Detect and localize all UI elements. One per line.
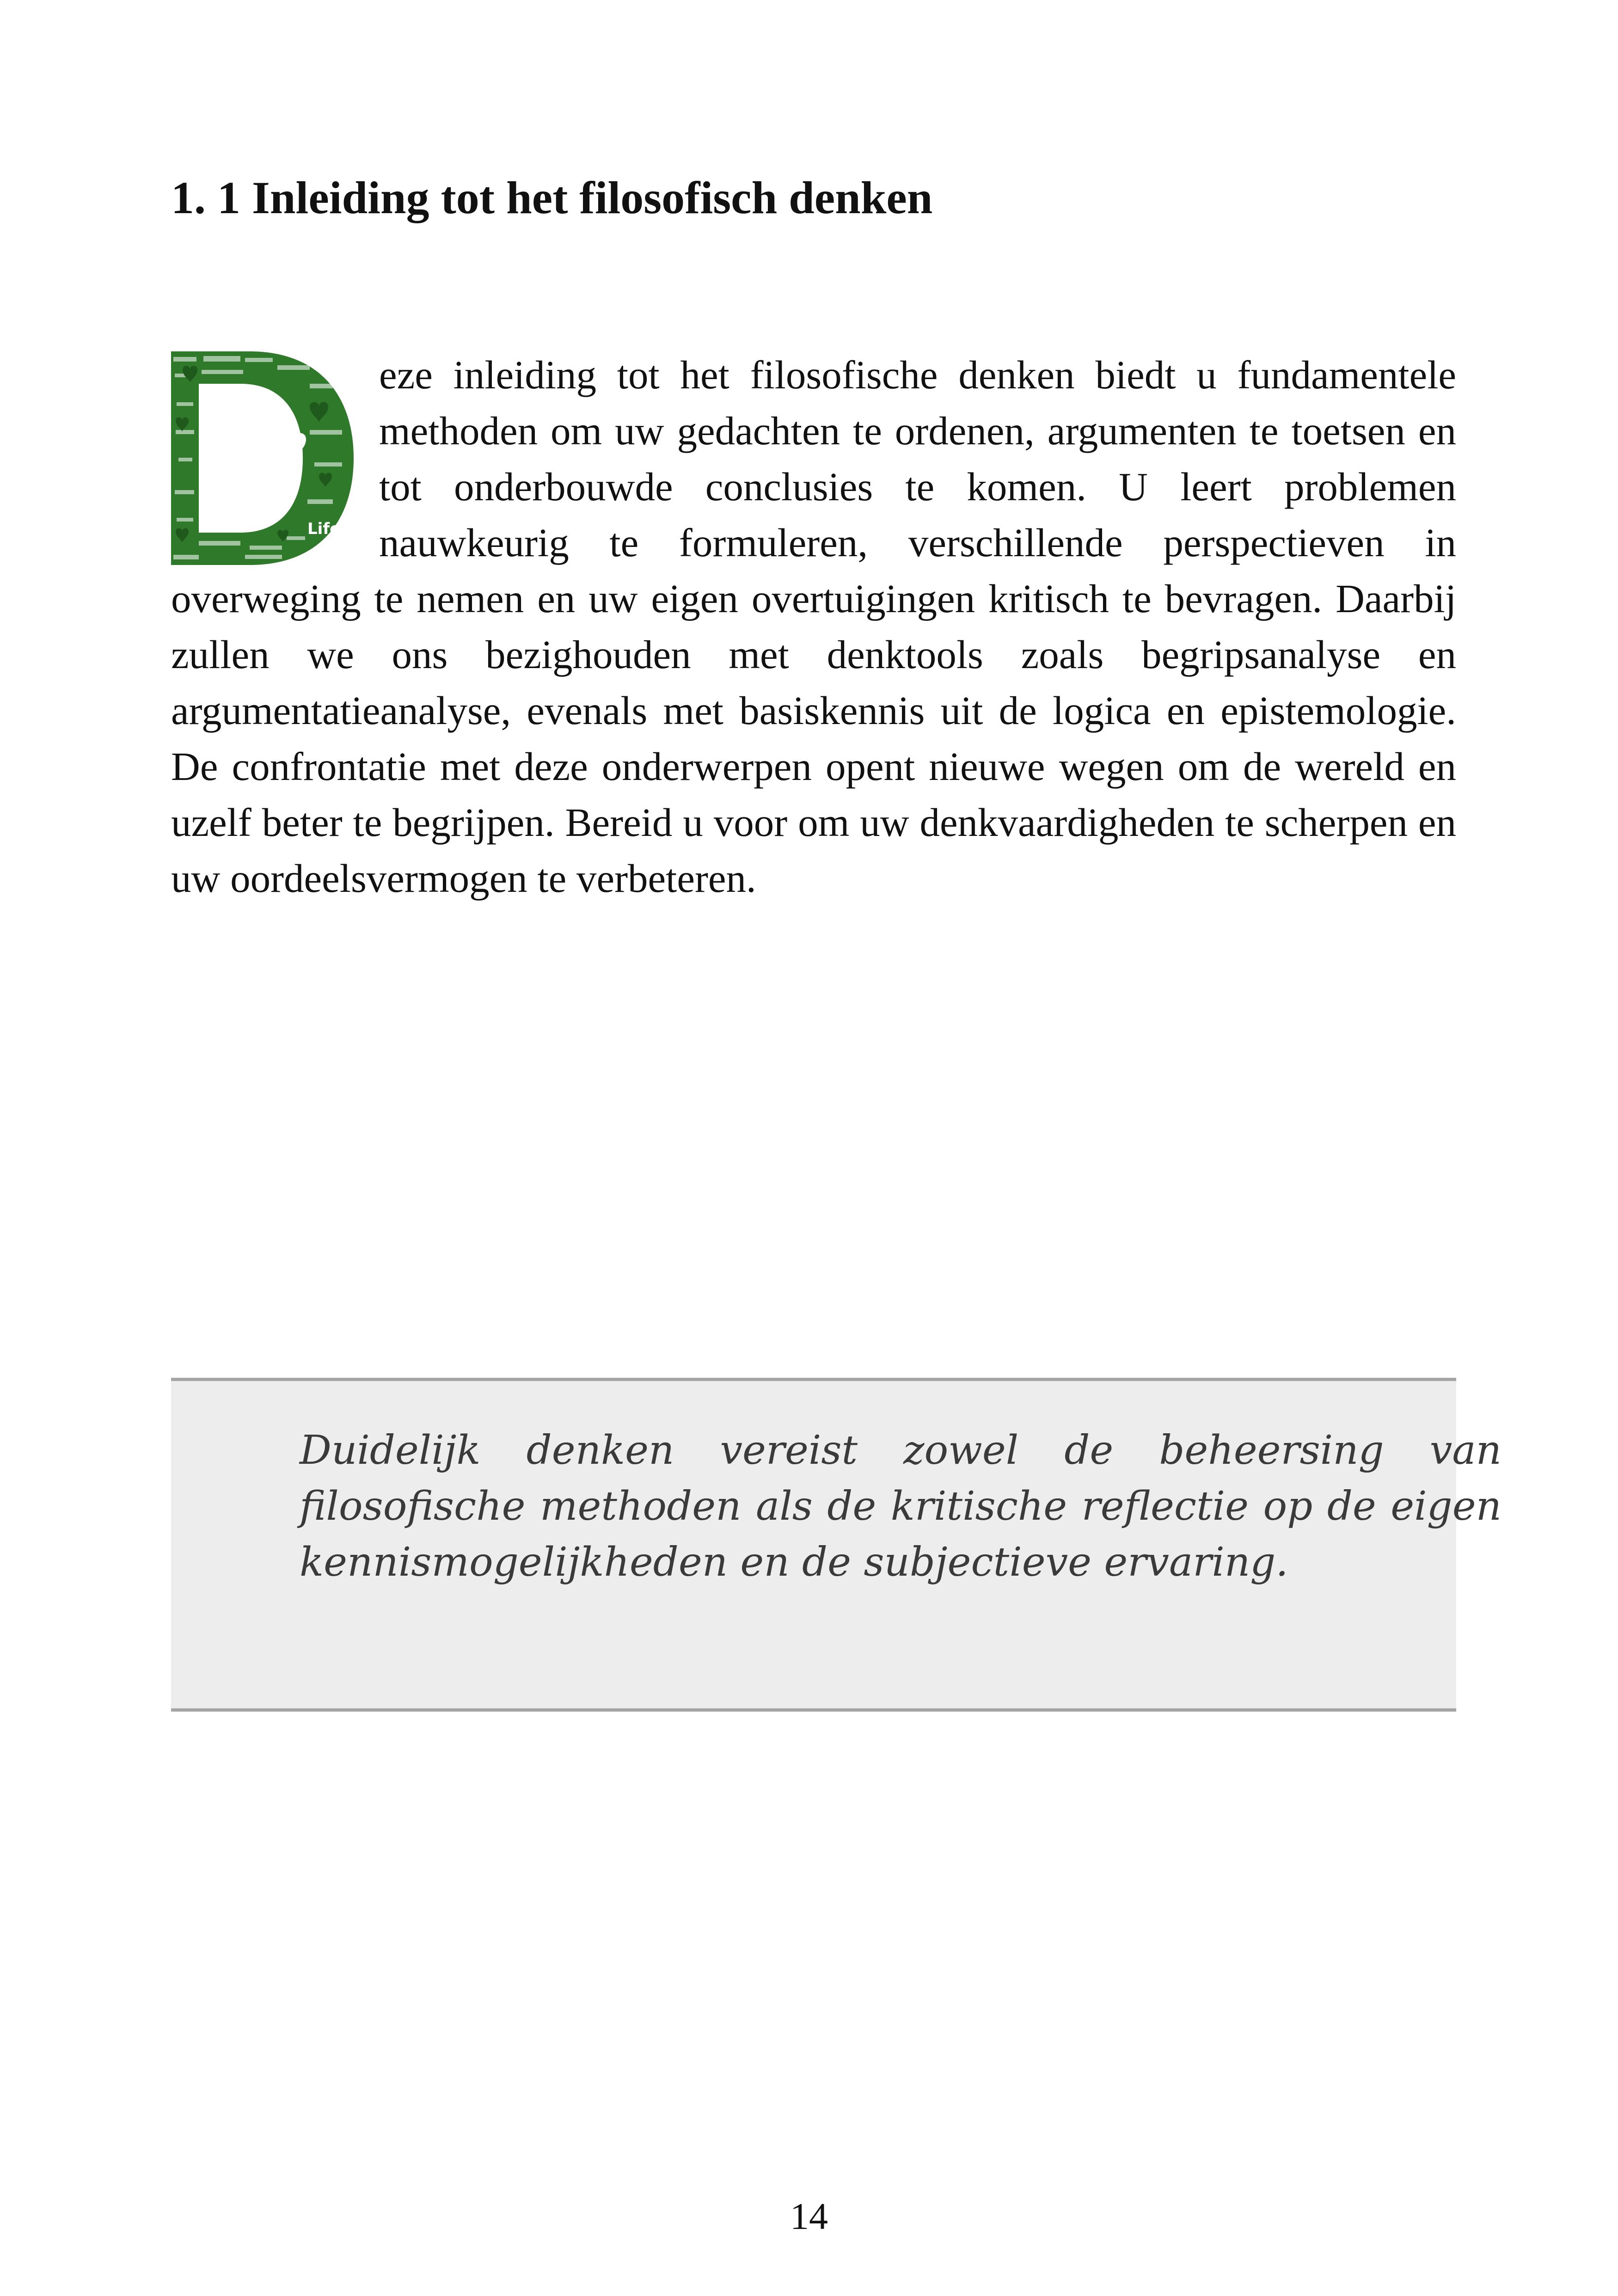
intro-text: eze inleiding tot het filosofische denken biedt u fundamentele methoden om uw gedachten te ordenen, argumenten te toetsen en tot onderbouwde conclusies te komen. U leert problemen nauwkeurig te formuleren, verschillende perspectieven in overweging te nemen en uw eigen overtuigingen kritisch te bevragen. Daarbij zullen we ons bezighouden met denktools zoals begripsanalyse en argumentatieanalyse, evenals met basiskennis uit de logica en epistemologie. De confrontatie met deze onderwerpen opent nieuwe wegen om de wereld en uzelf beter te begrijpen. Bereid u voor om uw denkvaardigheden te scherpen en uw oordeelsvermogen te verbeteren. (171, 352, 1456, 901)
section-heading: 1. 1 Inleiding tot het filosofisch denken (171, 172, 933, 223)
dropcap-d-image (171, 351, 354, 565)
callout-box (171, 1378, 1502, 1712)
page-number: 14 (790, 2195, 828, 2237)
dropcap-logo-text: Life (307, 520, 341, 538)
callout-quote: Duidelijk denken vereist zowel de beheersing van filosofische methoden als de kritische reflectie op de eigen kennismogelijkheden en de subjectieve ervaring. (300, 1427, 1502, 1585)
intro-paragraph (171, 347, 1456, 906)
